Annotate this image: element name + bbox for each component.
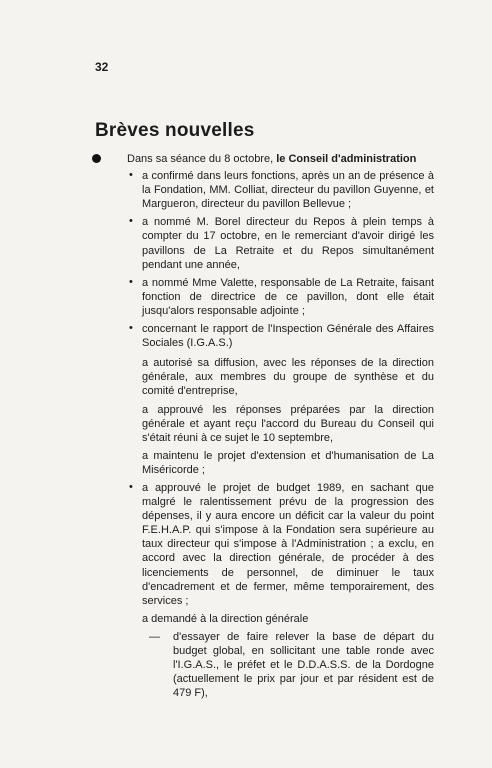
- sub-bullet-icon: •: [129, 215, 133, 228]
- dash-item: [89, 630, 434, 700]
- budget-item: [89, 481, 434, 608]
- list-item: [89, 169, 434, 211]
- bullet-icon: [92, 154, 101, 163]
- list-item-text: a confirmé dans leurs fonctions, après un an de présence à la Fondation, MM. Colliat, directeur du pavillon Guyenne, et Margueron, directeur du pavillon Bellevue ;: [142, 170, 434, 211]
- igas-paragraph: a maintenu le projet d'extension et d'humanisation de La Miséricorde ;: [142, 449, 434, 476]
- igas-paragraph: a autorisé sa diffusion, avec les réponses de la direction générale, aux membres du groupe de synthèse et du comité d'entreprise,: [142, 357, 434, 398]
- sub-bullet-icon: •: [129, 480, 133, 493]
- sub-bullet-icon: •: [129, 275, 133, 288]
- request-intro: a demandé à la direction générale: [142, 612, 309, 625]
- list-item-text: a nommé M. Borel directeur du Repos à plein temps à compter du 17 octobre, en le remerciant d'avoir dirigé les pavillons de La Retraite et du Repos simultanément pendant une année,: [142, 216, 434, 271]
- lead-text: Dans sa séance du 8 octobre,: [127, 153, 274, 165]
- igas-paragraph: a approuvé les réponses préparées par la direction générale et ayant reçu l'accord du Bureau du Conseil qui s'était réuni à ce sujet le 10 septembre,: [142, 403, 434, 444]
- sub-bullet-icon: •: [129, 322, 133, 335]
- page-heading: Brèves nouvelles: [95, 120, 255, 141]
- lead-bold-text: le Conseil d'administration: [276, 153, 417, 165]
- list-item-text: concernant le rapport de l'Inspection Générale des Affaires Sociales (I.G.A.S.): [142, 323, 434, 350]
- list-item-text: a nommé Mme Valette, responsable de La Retraite, faisant fonction de directrice de ce pavillon, dont elle était jusqu'alors responsable adjointe ;: [142, 276, 434, 317]
- budget-item-text: a approuvé le projet de budget 1989, en sachant que malgré le ralentissement prévu de la progression des dépenses, il y aura encore un déficit car la valeur du point F.E.H.A.P. qui s'impose à la Fondation sera supérieure au taux directeur qui s'impose à l'Administration ; a exclu, en accord avec la direction générale, de procéder à des licenciements de personnel, de diminuer le taux d'encadrement et de fermer, même temporairement, des services ;: [142, 481, 434, 607]
- list-item: [89, 215, 434, 271]
- article-body: [89, 152, 434, 700]
- list-item: [89, 276, 434, 318]
- list-item: [89, 322, 434, 350]
- sub-bullet-icon: •: [129, 169, 133, 182]
- dash-item-text: d'essayer de faire relever la base de départ du budget global, en sollicitant une table ronde avec l'I.G.A.S., le préfet et le D.D.A.S.S. de la Dordogne (actuellement le prix par jour et par résident est de 479 F),: [173, 630, 434, 700]
- dash-icon: —: [149, 630, 160, 643]
- lead-paragraph: [89, 152, 434, 166]
- page-number: 32: [95, 60, 109, 74]
